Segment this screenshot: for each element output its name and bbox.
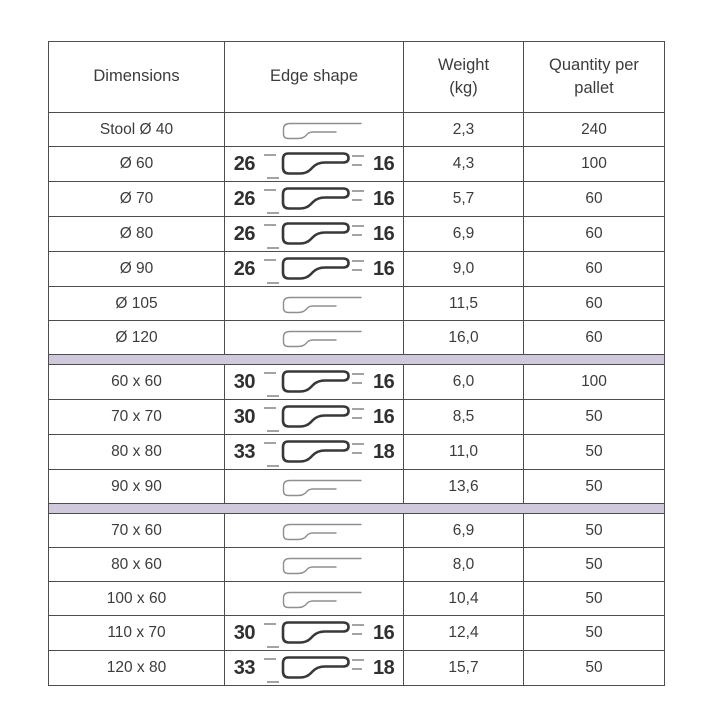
table-row <box>49 287 665 321</box>
edge-height-left: 30 <box>233 371 255 393</box>
dimensions-cell: Ø 120 <box>49 321 225 355</box>
quantity-cell: 100 <box>524 365 665 400</box>
quantity-cell: 60 <box>524 321 665 355</box>
table-row <box>49 147 665 182</box>
edge-height-right: 16 <box>373 406 395 428</box>
edge-profile-thin-icon <box>264 518 364 544</box>
header-weight <box>404 42 524 113</box>
weight-cell: 13,6 <box>404 470 524 504</box>
edge-height-right: 16 <box>373 188 395 210</box>
header-label: Weight <box>437 55 490 74</box>
edge-height-left: 30 <box>233 622 255 644</box>
product-spec-table <box>48 41 665 686</box>
quantity-cell: 50 <box>524 651 665 686</box>
edge-profile-thin-icon <box>264 325 364 351</box>
dimensions-cell: Ø 105 <box>49 287 225 321</box>
edge-profile-bold-icon <box>262 217 366 251</box>
edge-shape-figure <box>225 182 403 216</box>
edge-height-right: 16 <box>373 371 395 393</box>
header-label: pallet <box>574 79 614 97</box>
header-label: (kg) <box>449 79 478 97</box>
weight-cell: 15,7 <box>404 651 524 686</box>
weight-cell: 10,4 <box>404 582 524 616</box>
dimensions-cell: 70 x 60 <box>49 514 225 548</box>
edge-profile-bold-icon <box>262 616 366 650</box>
edge-height-left: 26 <box>233 188 255 210</box>
edge-shape-cell <box>225 582 404 616</box>
edge-profile-bold-icon <box>262 147 366 181</box>
table-row <box>49 651 665 686</box>
weight-cell: 11,0 <box>404 435 524 470</box>
header-quantity <box>524 42 665 113</box>
weight-cell: 12,4 <box>404 616 524 651</box>
edge-profile-thin-icon <box>264 117 364 143</box>
edge-height-left: 33 <box>233 441 255 463</box>
edge-shape-figure <box>225 552 403 578</box>
table-row <box>49 217 665 252</box>
dimensions-cell: Ø 90 <box>49 252 225 287</box>
edge-shape-figure <box>225 117 403 143</box>
quantity-cell: 50 <box>524 435 665 470</box>
edge-shape-figure <box>225 325 403 351</box>
dimensions-cell: 60 x 60 <box>49 365 225 400</box>
edge-shape-figure <box>225 518 403 544</box>
table-row <box>49 582 665 616</box>
edge-shape-cell <box>225 435 404 470</box>
edge-shape-cell <box>225 616 404 651</box>
weight-cell: 6,9 <box>404 514 524 548</box>
table-row <box>49 321 665 355</box>
edge-profile-bold-icon <box>262 651 366 685</box>
edge-profile-bold-icon <box>262 400 366 434</box>
edge-height-left: 26 <box>233 258 255 280</box>
quantity-cell: 50 <box>524 616 665 651</box>
edge-height-left: 33 <box>233 657 255 679</box>
header-label: Dimensions <box>93 67 180 86</box>
dimensions-cell: 100 x 60 <box>49 582 225 616</box>
edge-shape-cell <box>225 365 404 400</box>
edge-shape-cell <box>225 113 404 147</box>
weight-cell: 8,5 <box>404 400 524 435</box>
header-dimensions <box>49 42 225 113</box>
weight-cell: 9,0 <box>404 252 524 287</box>
quantity-cell: 60 <box>524 182 665 217</box>
edge-height-left: 26 <box>233 153 255 175</box>
edge-shape-figure <box>225 474 403 500</box>
edge-shape-figure <box>225 147 403 181</box>
edge-height-right: 16 <box>373 153 395 175</box>
weight-cell: 6,0 <box>404 365 524 400</box>
edge-height-right: 18 <box>373 657 395 679</box>
section-divider-band <box>49 355 665 365</box>
edge-profile-thin-icon <box>264 552 364 578</box>
header-label: Edge shape <box>269 67 359 86</box>
table-row <box>49 182 665 217</box>
dimensions-cell: 80 x 60 <box>49 548 225 582</box>
section-divider-band <box>49 504 665 514</box>
edge-shape-figure <box>225 586 403 612</box>
quantity-cell: 50 <box>524 470 665 504</box>
quantity-cell: 60 <box>524 287 665 321</box>
edge-shape-cell <box>225 400 404 435</box>
weight-cell: 11,5 <box>404 287 524 321</box>
dimensions-cell: Ø 70 <box>49 182 225 217</box>
edge-profile-thin-icon <box>264 474 364 500</box>
quantity-cell: 100 <box>524 147 665 182</box>
quantity-cell: 50 <box>524 514 665 548</box>
edge-profile-bold-icon <box>262 182 366 216</box>
table-row <box>49 113 665 147</box>
dimensions-cell: 80 x 80 <box>49 435 225 470</box>
weight-cell: 4,3 <box>404 147 524 182</box>
edge-shape-figure <box>225 365 403 399</box>
table-row <box>49 435 665 470</box>
table-row <box>49 470 665 504</box>
weight-cell: 8,0 <box>404 548 524 582</box>
edge-shape-cell <box>225 548 404 582</box>
dimensions-cell: 110 x 70 <box>49 616 225 651</box>
quantity-cell: 60 <box>524 252 665 287</box>
edge-shape-cell <box>225 321 404 355</box>
edge-profile-bold-icon <box>262 365 366 399</box>
edge-shape-figure <box>225 616 403 650</box>
quantity-cell: 50 <box>524 400 665 435</box>
edge-shape-figure <box>225 291 403 317</box>
table-row <box>49 365 665 400</box>
quantity-cell: 240 <box>524 113 665 147</box>
edge-height-right: 16 <box>373 258 395 280</box>
edge-height-right: 16 <box>373 223 395 245</box>
edge-shape-figure <box>225 217 403 251</box>
quantity-cell: 60 <box>524 217 665 252</box>
dimensions-cell: Ø 60 <box>49 147 225 182</box>
table-row <box>49 514 665 548</box>
dimensions-cell: Stool Ø 40 <box>49 113 225 147</box>
edge-profile-thin-icon <box>264 586 364 612</box>
weight-cell: 6,9 <box>404 217 524 252</box>
edge-shape-figure <box>225 651 403 685</box>
edge-height-left: 30 <box>233 406 255 428</box>
edge-shape-cell <box>225 651 404 686</box>
weight-cell: 2,3 <box>404 113 524 147</box>
section-divider <box>49 355 665 365</box>
header-row <box>49 42 665 113</box>
edge-profile-thin-icon <box>264 291 364 317</box>
edge-shape-cell <box>225 287 404 321</box>
table-row <box>49 400 665 435</box>
edge-shape-cell <box>225 514 404 548</box>
table-row <box>49 252 665 287</box>
edge-height-left: 26 <box>233 223 255 245</box>
edge-profile-bold-icon <box>262 435 366 469</box>
table-row <box>49 548 665 582</box>
table-body <box>49 113 665 686</box>
edge-shape-figure <box>225 252 403 286</box>
header-edge-shape <box>225 42 404 113</box>
edge-shape-cell <box>225 470 404 504</box>
weight-cell: 16,0 <box>404 321 524 355</box>
dimensions-cell: 120 x 80 <box>49 651 225 686</box>
edge-shape-figure <box>225 400 403 434</box>
weight-cell: 5,7 <box>404 182 524 217</box>
table-header <box>49 42 665 113</box>
dimensions-cell: Ø 80 <box>49 217 225 252</box>
section-divider <box>49 504 665 514</box>
quantity-cell: 50 <box>524 582 665 616</box>
edge-height-right: 16 <box>373 622 395 644</box>
edge-shape-cell <box>225 182 404 217</box>
edge-shape-cell <box>225 252 404 287</box>
edge-profile-bold-icon <box>262 252 366 286</box>
edge-shape-figure <box>225 435 403 469</box>
table-row <box>49 616 665 651</box>
dimensions-cell: 70 x 70 <box>49 400 225 435</box>
header-label: Quantity per <box>549 55 639 74</box>
edge-height-right: 18 <box>373 441 395 463</box>
edge-shape-cell <box>225 147 404 182</box>
edge-shape-cell <box>225 217 404 252</box>
quantity-cell: 50 <box>524 548 665 582</box>
dimensions-cell: 90 x 90 <box>49 470 225 504</box>
